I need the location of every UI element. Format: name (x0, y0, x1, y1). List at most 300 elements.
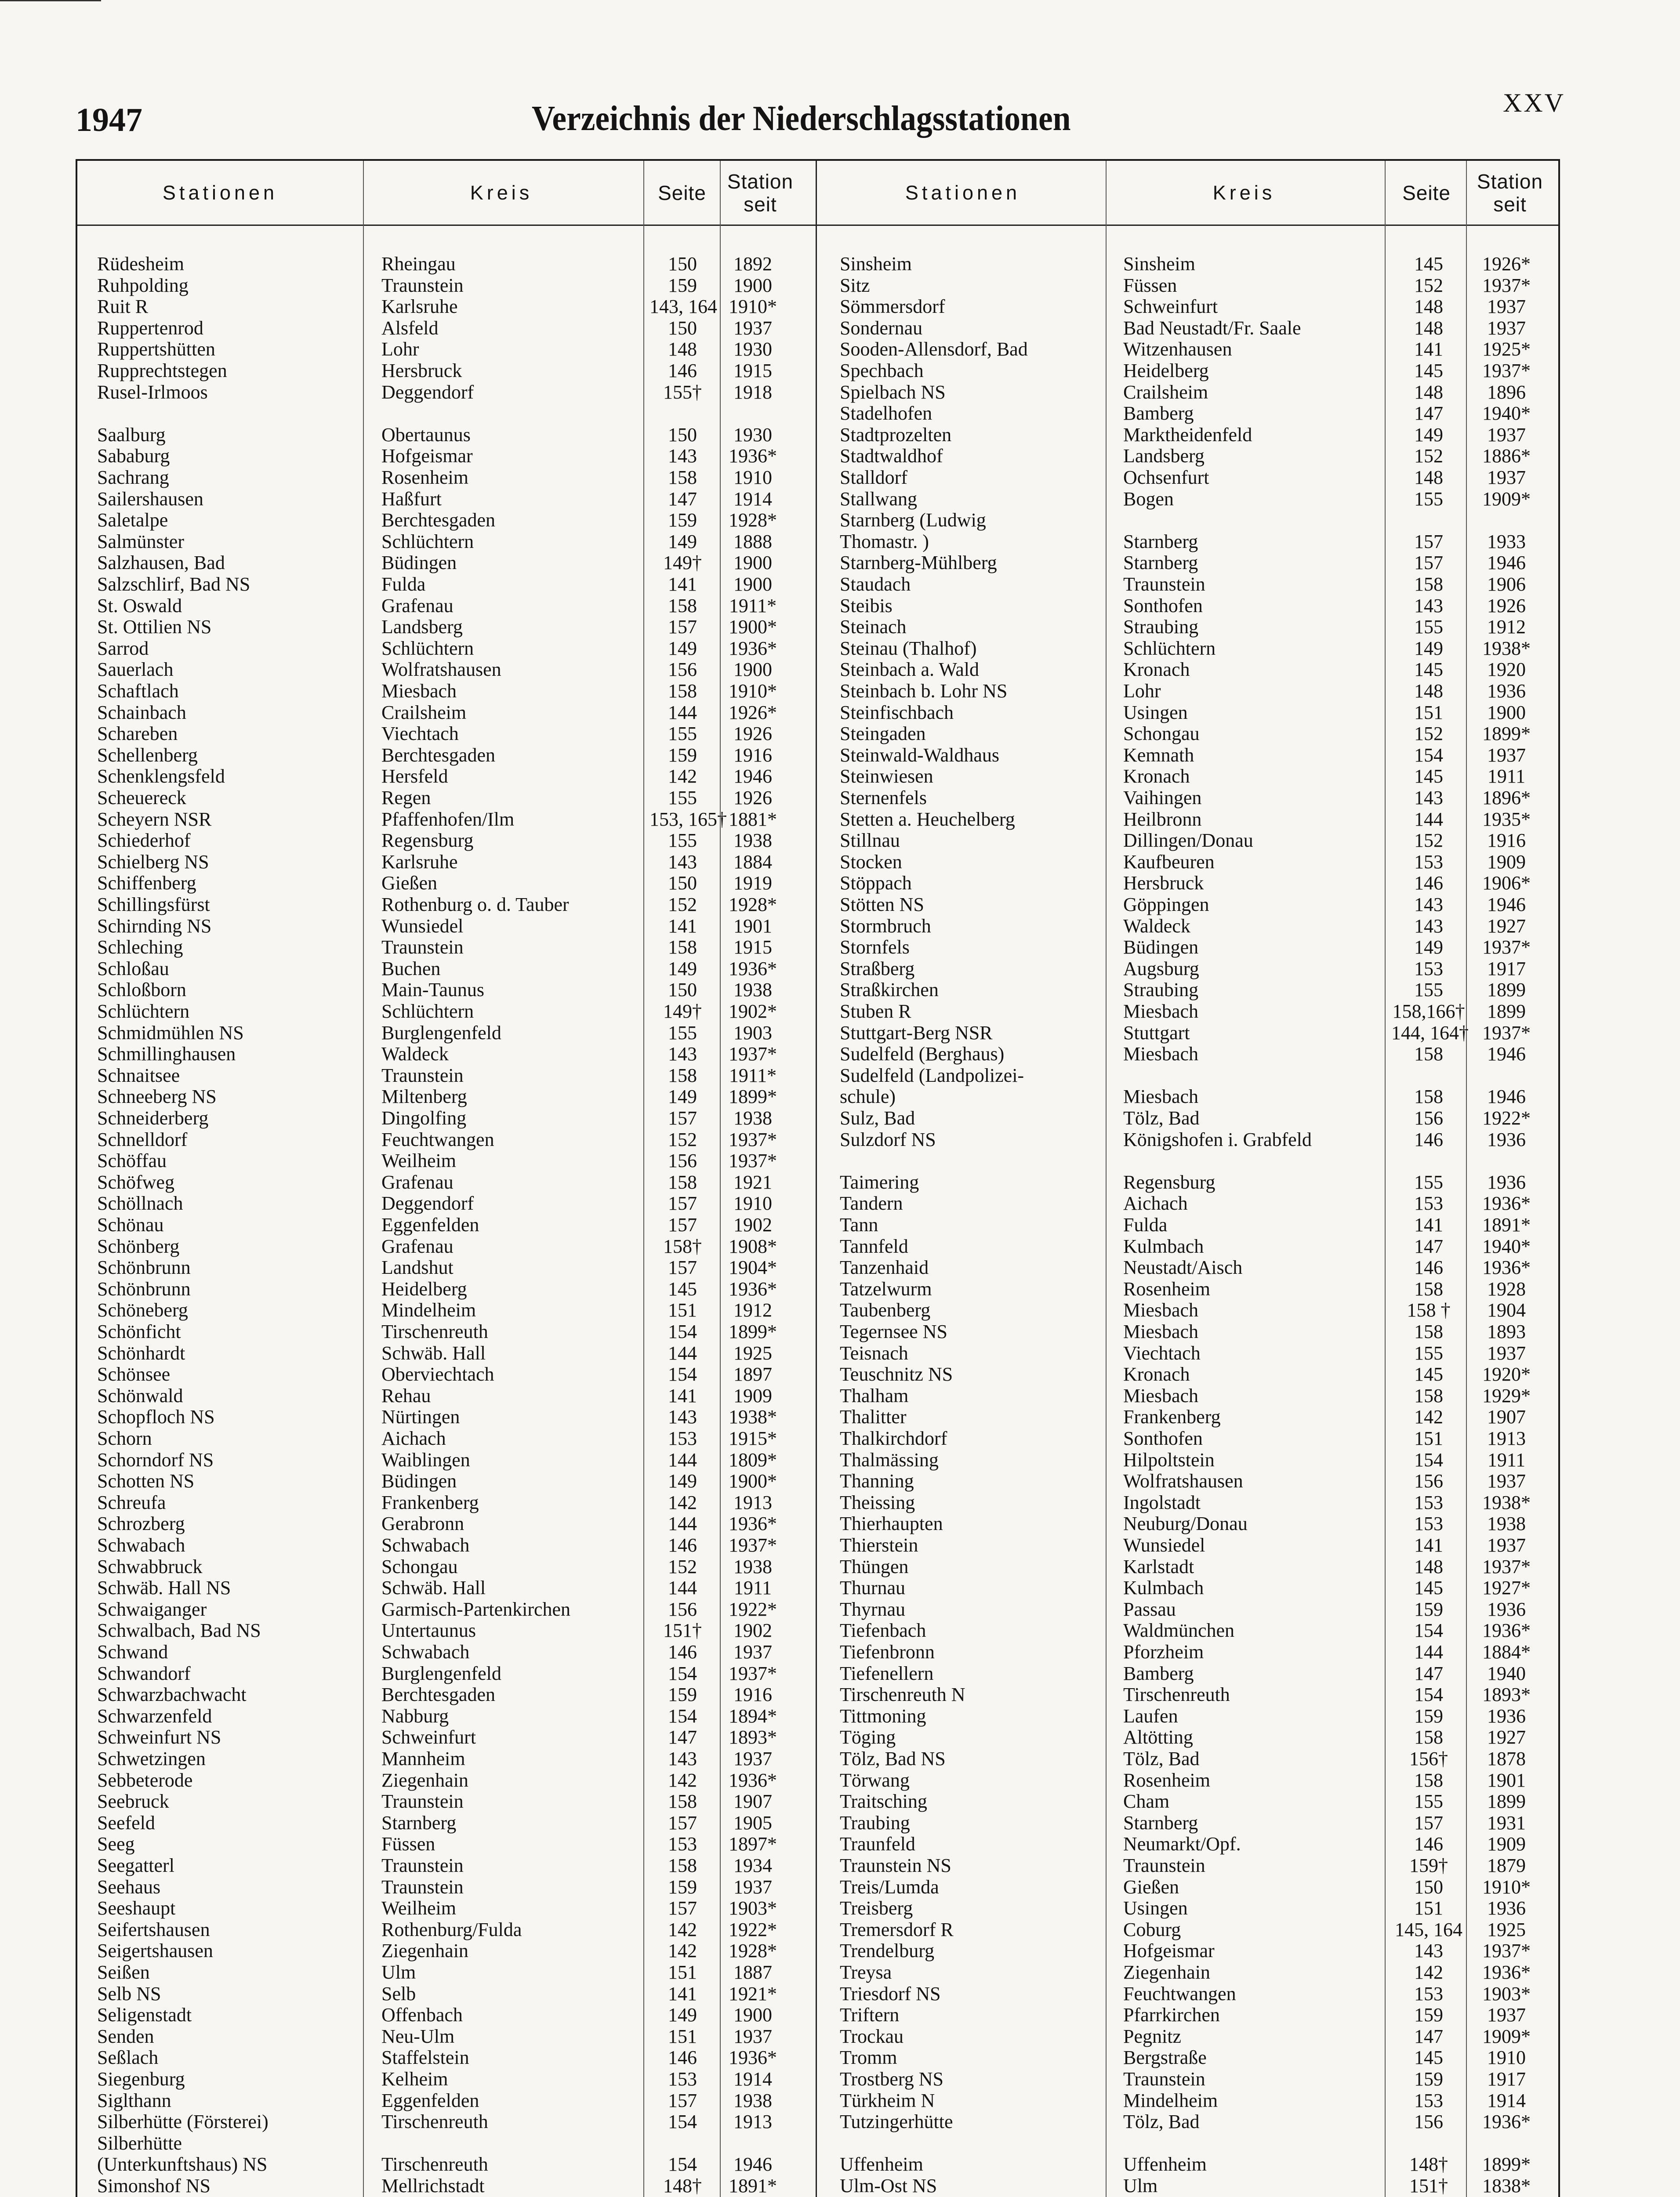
right-kreis-name: Ulm (1123, 2175, 1158, 2197)
left-station-name: Schwaiganger (97, 1598, 207, 1620)
left-kreis-name: Burglengenfeld (381, 1022, 501, 1044)
right-station-name: Trockau (840, 2025, 904, 2047)
right-kreis-name: Schlüchtern (1123, 637, 1216, 659)
right-kreis-name: Bamberg (1123, 402, 1194, 424)
left-seite-number: 149 (668, 530, 697, 552)
table-row (77, 1385, 1558, 1407)
table-row (77, 424, 1558, 446)
left-station-year: 1918 (733, 381, 772, 403)
left-station-name: Schielberg NS (97, 851, 209, 873)
right-seite-number: 146 (1414, 1257, 1443, 1279)
left-seite-number: 147 (668, 1726, 697, 1748)
left-station-year: 1905 (733, 1812, 772, 1834)
col-header-stationen-left: Stationen (162, 181, 278, 204)
table-row (77, 253, 1558, 275)
table-row (77, 1492, 1558, 1513)
left-seite-number: 141 (668, 573, 697, 595)
left-kreis-name: Regen (381, 787, 431, 808)
right-station-year: 1884* (1482, 1641, 1531, 1663)
left-seite-number: 142 (668, 1769, 697, 1791)
left-station-name: Schwarzbachwacht (97, 1684, 247, 1706)
right-kreis-name: Lohr (1123, 680, 1161, 702)
right-station-year: 1913 (1487, 1428, 1526, 1449)
table-row (77, 573, 1558, 595)
right-kreis-name: Traunstein (1123, 2068, 1205, 2090)
right-station-name: Trendelburg (840, 1940, 935, 1962)
left-station-name: Schönficht (97, 1321, 181, 1342)
right-seite-number: 142 (1414, 1406, 1443, 1428)
table-row (77, 638, 1558, 659)
left-station-name: Sababurg (97, 445, 170, 467)
left-seite-number: 149† (663, 552, 702, 574)
left-seite-number: 143 (668, 1748, 697, 1769)
table-row (77, 552, 1558, 573)
right-seite-number: 155 (1414, 616, 1443, 638)
left-station-name: Sarrod (97, 637, 149, 659)
right-seite-number: 149 (1414, 637, 1443, 659)
right-station-year: 1907 (1487, 1406, 1526, 1428)
left-seite-number: 158 (668, 467, 697, 488)
left-station-year: 1903 (733, 1022, 772, 1044)
right-station-year: 1937* (1482, 936, 1531, 958)
right-station-year: 1928 (1487, 1278, 1526, 1300)
left-station-year: 1915 (733, 936, 772, 958)
left-station-year: 1899* (729, 1321, 777, 1342)
right-station-year: 1896* (1482, 787, 1531, 808)
right-kreis-name: Tirschenreuth (1123, 1684, 1230, 1706)
right-station-year: 1920* (1482, 1363, 1531, 1385)
left-station-year: 1936* (729, 957, 777, 979)
right-station-name: Traunstein NS (840, 1855, 951, 1876)
table-row (77, 296, 1558, 317)
table-row (77, 1876, 1558, 1898)
left-kreis-name: Regensburg (381, 830, 474, 852)
left-station-name: Schreufa (97, 1491, 166, 1513)
left-station-year: 1922* (729, 1918, 777, 1940)
left-seite-number: 141 (668, 1983, 697, 2005)
right-seite-number: 156 (1414, 1107, 1443, 1129)
right-seite-number: 159 (1414, 2068, 1443, 2090)
right-station-name: Thanning (840, 1470, 914, 1492)
left-seite-number: 150 (668, 872, 697, 894)
right-kreis-name: Usingen (1123, 1897, 1188, 1919)
right-seite-number: 147 (1414, 402, 1443, 424)
right-station-year: 1937 (1487, 744, 1526, 766)
right-station-name: Starnberg (Ludwig (840, 509, 986, 531)
right-seite-number: 158 † (1407, 1299, 1451, 1321)
right-kreis-name: Coburg (1123, 1918, 1181, 1940)
left-kreis-name: Rothenburg/Fulda (381, 1918, 522, 1940)
right-station-name: Steinau (Thalhof) (840, 637, 977, 659)
left-station-name: Schönsee (97, 1363, 171, 1385)
right-station-name: Stötten NS (840, 894, 924, 915)
left-station-year: 1881* (729, 808, 777, 830)
left-station-name: Rusel-Irlmoos (97, 381, 208, 403)
right-station-year: 1937 (1487, 317, 1526, 339)
left-station-name: Siglthann (97, 2089, 171, 2111)
right-kreis-name: Vaihingen (1123, 787, 1202, 808)
left-kreis-name: Karlsruhe (381, 851, 458, 873)
left-seite-number: 149 (668, 957, 697, 979)
right-kreis-name: Fulda (1123, 1214, 1168, 1236)
left-station-year: 1912 (733, 1299, 772, 1321)
table-row (77, 1919, 1558, 1940)
right-station-name: Tirschenreuth N (840, 1684, 965, 1706)
left-station-name: Schleching (97, 936, 183, 958)
table-row (77, 1556, 1558, 1577)
col-header-seite-left: Seite (658, 181, 706, 204)
right-station-name: Tanzenhaid (840, 1257, 929, 1279)
left-station-year: 1934 (733, 1855, 772, 1876)
right-station-year: 1926 (1487, 595, 1526, 616)
left-kreis-name: Aichach (381, 1428, 446, 1449)
left-seite-number: 158 (668, 1855, 697, 1876)
left-kreis-name: Traunstein (381, 1855, 464, 1876)
left-kreis-name: Alsfeld (381, 317, 439, 339)
right-kreis-name: Karlstadt (1123, 1555, 1194, 1577)
right-station-name: Sitz (840, 274, 870, 296)
right-seite-number: 152 (1414, 274, 1443, 296)
table-row (77, 1278, 1558, 1300)
right-seite-number: 155 (1414, 488, 1443, 510)
right-station-year: 1936* (1482, 1961, 1531, 1983)
left-station-name: Schnaitsee (97, 1064, 180, 1086)
right-kreis-name: Neuburg/Donau (1123, 1513, 1248, 1535)
right-kreis-name: Landsberg (1123, 445, 1205, 467)
right-station-name: Stallwang (840, 488, 917, 510)
right-station-name: Steinfischbach (840, 701, 954, 723)
table-row (77, 2004, 1558, 2026)
right-station-name: Stadtprozelten (840, 424, 952, 446)
left-station-name: Schopfloch NS (97, 1406, 215, 1428)
left-kreis-name: Ziegenhain (381, 1769, 468, 1791)
right-kreis-name: Altötting (1123, 1726, 1193, 1748)
table-row (77, 851, 1558, 873)
right-seite-number: 153 (1414, 957, 1443, 979)
right-station-year: 1936* (1482, 1620, 1531, 1642)
left-station-year: 1902* (729, 1001, 777, 1022)
left-station-name: Schwandorf (97, 1662, 191, 1684)
right-station-year: 1937 (1487, 467, 1526, 488)
left-kreis-name: Nürtingen (381, 1406, 460, 1428)
table-row (77, 360, 1558, 381)
right-station-name: Traitsching (840, 1791, 927, 1813)
right-kreis-name: Hofgeismar (1123, 1940, 1215, 1962)
right-station-name: Thalham (840, 1385, 909, 1407)
right-kreis-name: Miesbach (1123, 1385, 1199, 1407)
right-seite-number: 158 (1414, 1086, 1443, 1108)
left-station-year: 1922* (729, 1598, 777, 1620)
table-row (77, 915, 1558, 937)
right-station-year: 1896 (1487, 381, 1526, 403)
left-station-year: 1937 (733, 1748, 772, 1769)
left-kreis-name: Deggendorf (381, 1193, 474, 1215)
left-station-year: 1919 (733, 872, 772, 894)
right-station-name: Spechbach (840, 360, 924, 381)
table-row (77, 808, 1558, 830)
right-station-name: Stadtwaldhof (840, 445, 943, 467)
table-row (77, 531, 1558, 552)
left-seite-number: 157 (668, 1257, 697, 1279)
right-station-name: Teuschnitz NS (840, 1363, 953, 1385)
right-seite-number: 156† (1409, 1748, 1448, 1769)
right-station-year: 1899 (1487, 1001, 1526, 1022)
left-station-name: Schönau (97, 1214, 164, 1236)
right-seite-number: 144, 164† (1391, 1022, 1469, 1044)
left-station-year: 1900 (733, 659, 772, 681)
left-kreis-name: Gießen (381, 872, 438, 894)
left-seite-number: 153 (668, 2068, 697, 2090)
left-seite-number: 152 (668, 1128, 697, 1150)
left-station-year: 1936* (729, 1513, 777, 1535)
left-station-name: Seifertshausen (97, 1918, 210, 1940)
right-station-name: Sternenfels (840, 787, 927, 808)
left-kreis-name: Landsberg (381, 616, 463, 638)
right-seite-number: 159 (1414, 1598, 1443, 1620)
left-seite-number: 154 (668, 1662, 697, 1684)
left-seite-number: 149 (668, 637, 697, 659)
right-kreis-name: Uffenheim (1123, 2153, 1207, 2175)
right-station-name: Treysa (840, 1961, 892, 1983)
left-station-name: Seeshaupt (97, 1897, 176, 1919)
right-seite-number: 154 (1414, 1449, 1443, 1471)
left-station-year: 1936* (729, 1278, 777, 1300)
table-row (77, 1428, 1558, 1449)
right-seite-number: 155 (1414, 1791, 1443, 1813)
right-station-name: Tromm (840, 2047, 897, 2069)
table-row (77, 509, 1558, 531)
left-kreis-name: Schwäb. Hall (381, 1342, 486, 1364)
left-seite-number: 149 (668, 2004, 697, 2026)
left-station-name: Schwabach (97, 1534, 185, 1556)
table-row (77, 979, 1558, 1001)
right-kreis-name: Heilbronn (1123, 808, 1202, 830)
table-row (77, 317, 1558, 339)
right-station-year: 1938 (1487, 1513, 1526, 1535)
right-kreis-name: Starnberg (1123, 552, 1198, 574)
left-seite-number: 152 (668, 894, 697, 915)
right-station-year: 1937 (1487, 424, 1526, 446)
left-station-year: 1911* (729, 1064, 777, 1086)
left-station-year: 1937 (733, 317, 772, 339)
right-station-year: 1925* (1482, 338, 1531, 360)
right-station-year: 1936 (1487, 1705, 1526, 1727)
table-row (77, 702, 1558, 723)
left-kreis-name: Selb (381, 1983, 416, 2005)
table-row (77, 2047, 1558, 2068)
right-station-year: 1899 (1487, 1791, 1526, 1813)
left-kreis-name: Nabburg (381, 1705, 449, 1727)
right-station-name: Steingaden (840, 723, 926, 745)
right-kreis-name: Ochsenfurt (1123, 467, 1209, 488)
right-station-year: 1879 (1487, 1855, 1526, 1876)
left-station-year: 1937* (729, 1534, 777, 1556)
left-station-name: Seligenstadt (97, 2004, 192, 2026)
right-kreis-name: Kronach (1123, 659, 1190, 681)
left-station-year: 1897 (733, 1363, 772, 1385)
right-station-name: Sulz, Bad (840, 1107, 915, 1129)
left-seite-number: 153, 165† (650, 808, 727, 830)
left-station-name: Saalburg (97, 424, 166, 446)
right-seite-number: 151 (1414, 1897, 1443, 1919)
left-station-name: Seebruck (97, 1791, 169, 1813)
left-seite-number: 141 (668, 1385, 697, 1407)
right-kreis-name: Schongau (1123, 723, 1200, 745)
right-seite-number: 153 (1414, 1193, 1443, 1215)
left-station-year: 1921* (729, 1983, 777, 2005)
left-station-name: Scheyern NSR (97, 808, 212, 830)
left-seite-number: 154 (668, 1321, 697, 1342)
left-station-name: Schöffau (97, 1150, 167, 1172)
table-row (77, 1641, 1558, 1663)
left-seite-number: 158 (668, 936, 697, 958)
right-station-name: Tutzingerhütte (840, 2111, 953, 2133)
right-seite-number: 153 (1414, 2089, 1443, 2111)
table-row (77, 1961, 1558, 1983)
right-seite-number: 149 (1414, 936, 1443, 958)
table-row (77, 467, 1558, 488)
right-station-name: Thalitter (840, 1406, 907, 1428)
left-kreis-name: Neu-Ulm (381, 2025, 455, 2047)
table-row (77, 1983, 1558, 2005)
left-station-name: Saletalpe (97, 509, 168, 531)
left-kreis-name: Heidelberg (381, 1278, 467, 1300)
left-station-name: Sebbeterode (97, 1769, 193, 1791)
right-station-name: Steinach (840, 616, 907, 638)
left-station-name: Schloßborn (97, 979, 186, 1001)
left-seite-number: 149 (668, 1086, 697, 1108)
left-station-year: 1930 (733, 338, 772, 360)
left-station-year: 1911* (729, 595, 777, 616)
left-station-name: Simonshof NS (97, 2175, 210, 2197)
right-seite-number: 157 (1414, 552, 1443, 574)
right-station-name: schule) (840, 1086, 896, 1108)
right-kreis-name: Waldeck (1123, 915, 1190, 937)
left-kreis-name: Gerabronn (381, 1513, 464, 1535)
left-seite-number: 155 (668, 723, 697, 745)
left-station-name: Sachrang (97, 467, 169, 488)
table-row (77, 1236, 1558, 1257)
left-station-name: Sauerlach (97, 659, 174, 681)
table-row (77, 2068, 1558, 2090)
right-seite-number: 146 (1414, 1128, 1443, 1150)
left-seite-number: 143 (668, 851, 697, 873)
table-row (77, 1299, 1558, 1321)
right-station-year: 1936* (1482, 2111, 1531, 2133)
right-kreis-name: Tölz, Bad (1123, 2111, 1200, 2133)
left-station-year: 1888 (733, 530, 772, 552)
right-kreis-name: Sonthofen (1123, 595, 1203, 616)
left-station-year: 1925 (733, 1342, 772, 1364)
left-station-year: 1915* (729, 1428, 777, 1449)
right-station-name: Thurnau (840, 1577, 906, 1599)
right-station-name: Sulzdorf NS (840, 1128, 936, 1150)
right-station-year: 1927* (1482, 1577, 1531, 1599)
right-station-year: 1925 (1487, 1918, 1526, 1940)
left-kreis-name: Schlüchtern (381, 530, 474, 552)
right-kreis-name: Miesbach (1123, 1043, 1199, 1065)
right-seite-number: 145 (1414, 659, 1443, 681)
left-station-year: 1938 (733, 2089, 772, 2111)
right-seite-number: 153 (1414, 1513, 1443, 1535)
right-station-name: Tegernsee NS (840, 1321, 947, 1342)
right-station-year: 1917 (1487, 957, 1526, 979)
left-station-year: 1938 (733, 830, 772, 852)
left-station-name: Schirnding NS (97, 915, 212, 937)
right-seite-number: 151 (1414, 701, 1443, 723)
left-seite-number: 147 (668, 488, 697, 510)
left-station-year: 1926 (733, 787, 772, 808)
right-kreis-name: Kulmbach (1123, 1577, 1204, 1599)
right-station-name: Stornfels (840, 936, 910, 958)
right-seite-number: 157 (1414, 530, 1443, 552)
right-station-year: 1906 (1487, 573, 1526, 595)
left-station-name: Schmidmühlen NS (97, 1022, 244, 1044)
right-seite-number: 145 (1414, 253, 1443, 275)
left-station-name: Schweinfurt NS (97, 1726, 221, 1748)
right-kreis-name: Bad Neustadt/Fr. Saale (1123, 317, 1301, 339)
right-station-year: 1916 (1487, 830, 1526, 852)
right-station-year: 1940* (1482, 402, 1531, 424)
left-seite-number: 145 (668, 1278, 697, 1300)
left-station-name: Schwand (97, 1641, 168, 1663)
right-station-year: 1937* (1482, 1555, 1531, 1577)
right-kreis-name: Mindelheim (1123, 2089, 1218, 2111)
left-station-name: Schöneberg (97, 1299, 188, 1321)
table-row (77, 1534, 1558, 1556)
col-header-kreis-left: Kreis (470, 181, 533, 204)
table-row (77, 1577, 1558, 1599)
left-seite-number: 159 (668, 274, 697, 296)
left-seite-number: 142 (668, 1491, 697, 1513)
right-station-year: 1938* (1482, 637, 1531, 659)
right-kreis-name: Pfarrkirchen (1123, 2004, 1220, 2026)
right-kreis-name: Schweinfurt (1123, 296, 1218, 318)
right-station-name: Tiefenbronn (840, 1641, 935, 1663)
right-seite-number: 158 (1414, 1385, 1443, 1407)
left-station-year: 1887 (733, 1961, 772, 1983)
table-row (77, 1406, 1558, 1428)
left-kreis-name: Dingolfing (381, 1107, 467, 1129)
right-station-name: Triftern (840, 2004, 900, 2026)
right-kreis-name: Neumarkt/Opf. (1123, 1833, 1241, 1855)
right-station-name: Theissing (840, 1491, 915, 1513)
right-station-name: Sudelfeld (Berghaus) (840, 1043, 1005, 1065)
right-station-name: Tannfeld (840, 1235, 908, 1257)
table-row (77, 659, 1558, 680)
left-station-year: 1926* (729, 701, 777, 723)
right-station-year: 1900 (1487, 701, 1526, 723)
page-number: XXV (1503, 88, 1565, 117)
table-row (77, 958, 1558, 979)
left-kreis-name: Eggenfelden (381, 1214, 479, 1236)
right-kreis-name: Füssen (1123, 274, 1177, 296)
table-row (77, 830, 1558, 851)
right-seite-number: 149 (1414, 424, 1443, 446)
right-kreis-name: Bamberg (1123, 1662, 1194, 1684)
right-kreis-name: Starnberg (1123, 530, 1198, 552)
left-station-year: 1913 (733, 2111, 772, 2133)
table-row (77, 723, 1558, 744)
left-station-year: 1910* (729, 296, 777, 318)
left-kreis-name: Starnberg (381, 1812, 457, 1834)
right-kreis-name: Cham (1123, 1791, 1170, 1813)
left-kreis-name: Viechtach (381, 723, 459, 745)
table-row (77, 744, 1558, 766)
right-station-name: Stormbruch (840, 915, 931, 937)
left-station-year: 1946 (733, 765, 772, 787)
left-kreis-name: Pfaffenhofen/Ilm (381, 808, 515, 830)
